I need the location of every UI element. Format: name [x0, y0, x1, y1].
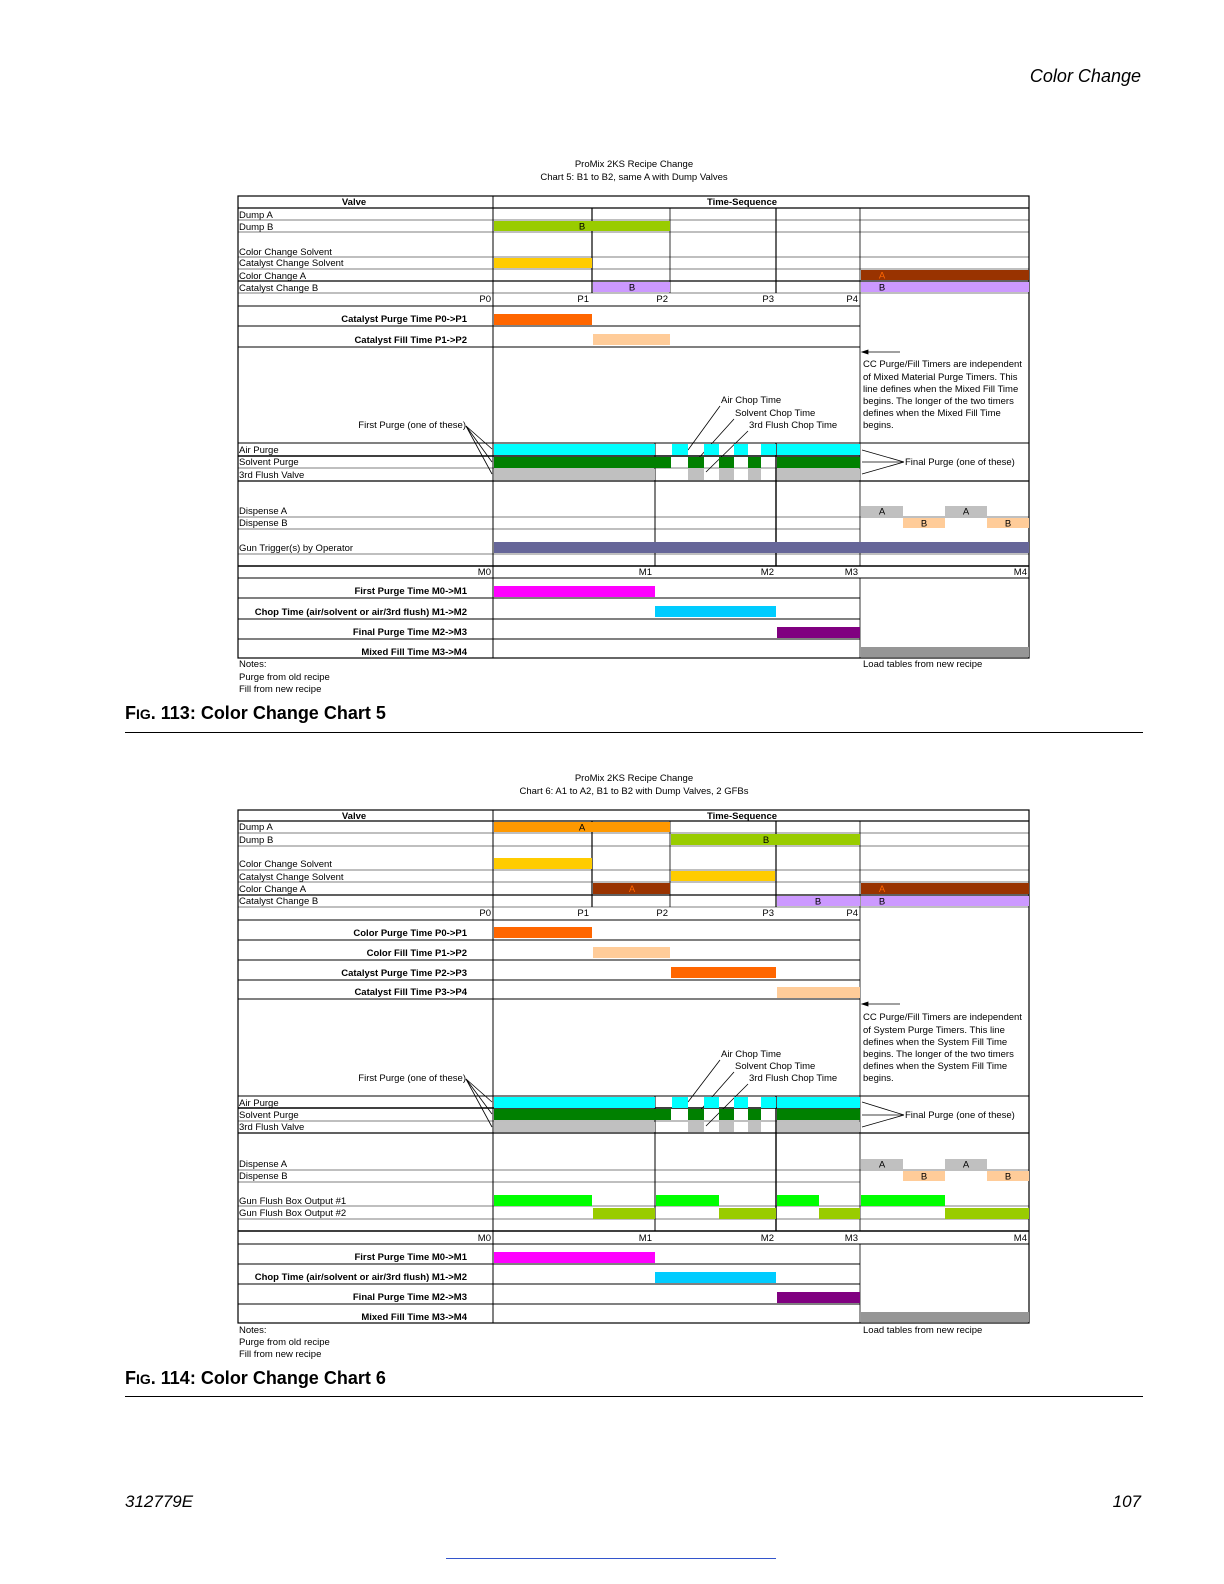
valve-column-header: Valve	[341, 811, 367, 822]
bar-label: B	[878, 896, 886, 908]
mtimer-bar	[777, 1292, 860, 1303]
timer-bar	[593, 947, 670, 958]
first-purge-label: First Purge (one of these)	[358, 420, 466, 431]
m-label: M3	[844, 1233, 858, 1244]
p-label: P2	[656, 908, 668, 919]
valve-column-header: Valve	[341, 197, 367, 208]
mtimer-label: Mixed Fill Time M3->M4	[361, 1312, 467, 1323]
bar-label: B	[1004, 518, 1012, 530]
p-label: P4	[846, 908, 858, 919]
valve-label: Color Change A	[239, 271, 307, 282]
gfb1-bar	[777, 1195, 819, 1206]
bar-label: B	[920, 518, 928, 530]
gfb2-bar	[945, 1208, 1029, 1219]
bar-label: A	[962, 506, 970, 518]
solvent-purge-bar	[688, 1109, 704, 1120]
air-purge-bar	[704, 1097, 719, 1108]
p-label: P4	[846, 294, 858, 305]
mtimer-label: Chop Time (air/solvent or air/3rd flush) M1->M2	[254, 1272, 467, 1283]
cc-note-line: begins. The longer of the two timers	[863, 1049, 1014, 1060]
timer-label: Color Fill Time P1->P2	[366, 948, 467, 959]
color-change-a-bar	[861, 883, 1029, 894]
gfb1-bar	[656, 1195, 719, 1206]
valve-label: Catalyst Change B	[239, 283, 319, 294]
time-sequence-header: Time-Sequence	[706, 197, 778, 208]
cc-note-line: CC Purge/Fill Timers are independent	[863, 1012, 1022, 1023]
cc-note-line: defines when the Mixed Fill Time	[863, 408, 1001, 419]
chop-label: 3rd Flush Chop Time	[749, 1073, 838, 1084]
third-flush-bar	[719, 1122, 734, 1132]
note-line: Purge from old recipe	[239, 1337, 330, 1348]
catalyst-change-b-bar	[861, 896, 1029, 906]
mtimer-bar	[494, 1252, 655, 1263]
timer-label: Catalyst Purge Time P2->P3	[341, 968, 467, 979]
valve-label: Dump B	[239, 835, 274, 846]
cc-note-line: begins.	[863, 1073, 894, 1084]
chop-label: Air Chop Time	[721, 1049, 782, 1060]
section-title: Color Change	[1029, 66, 1141, 86]
dispense-label: Dispense B	[239, 518, 288, 529]
mtimer-label: First Purge Time M0->M1	[354, 586, 467, 597]
figure-114-caption: FIG. 114: Color Change Chart 6	[125, 1368, 386, 1388]
m-label: M0	[477, 567, 491, 578]
gun-trigger-label: Gun Trigger(s) by Operator	[239, 543, 354, 554]
purge-valve-label: 3rd Flush Valve	[239, 470, 305, 481]
timer-label: Catalyst Purge Time P0->P1	[341, 314, 467, 325]
purge-valve-label: Solvent Purge	[239, 457, 299, 468]
gfb2-bar	[719, 1208, 776, 1219]
chop-label: 3rd Flush Chop Time	[749, 420, 838, 431]
chart6-title: ProMix 2KS Recipe Change	[574, 773, 694, 784]
valve-label: Catalyst Change B	[239, 896, 319, 907]
load-tables-note: Load tables from new recipe	[863, 1325, 983, 1336]
timer-bar	[777, 987, 860, 998]
valve-label: Color Change A	[239, 884, 307, 895]
air-purge-bar	[672, 1097, 688, 1108]
bar-label: B	[1004, 1171, 1012, 1183]
solvent-purge-bar	[777, 1109, 860, 1120]
final-purge-label: Final Purge (one of these)	[905, 1110, 1015, 1121]
p-label: P3	[762, 908, 774, 919]
gfb-label: Gun Flush Box Output #1	[239, 1196, 347, 1207]
bar-label: A	[878, 884, 886, 895]
air-purge-bar	[734, 1097, 748, 1108]
chart5-subtitle: Chart 5: B1 to B2, same A with Dump Valves	[540, 172, 728, 183]
valve-label: Dump A	[239, 210, 273, 221]
mtimer-bar	[655, 1272, 776, 1283]
chart5-title: ProMix 2KS Recipe Change	[574, 159, 694, 170]
bar-label: A	[962, 1159, 970, 1171]
bar-label: B	[578, 221, 586, 233]
mtimer-label: Final Purge Time M2->M3	[352, 627, 467, 638]
bar-label: B	[920, 1171, 928, 1183]
gfb-label: Gun Flush Box Output #2	[239, 1208, 347, 1219]
timer-label: Catalyst Fill Time P3->P4	[354, 987, 467, 998]
gfb2-bar	[819, 1208, 860, 1219]
p-label: P1	[577, 908, 589, 919]
bar-label: A	[878, 506, 886, 518]
bar-label: B	[762, 835, 770, 846]
purge-valve-label: Solvent Purge	[239, 1110, 299, 1121]
mtimer-label: Mixed Fill Time M3->M4	[361, 647, 467, 658]
bar-label: B	[878, 282, 886, 294]
bar-label: B	[628, 282, 636, 294]
p-label: P0	[479, 294, 491, 305]
solvent-purge-bar	[719, 1109, 734, 1120]
color-change-solvent-bar	[494, 858, 592, 869]
chop-label: Solvent Chop Time	[735, 1061, 816, 1072]
final-purge-label: Final Purge (one of these)	[905, 457, 1015, 468]
bar-label: A	[878, 270, 886, 282]
timer-label: Catalyst Fill Time P1->P2	[354, 335, 467, 346]
purge-valve-label: Air Purge	[239, 1098, 279, 1109]
cc-note-line: begins.	[863, 420, 894, 431]
cc-note-line: of System Purge Timers. This line	[863, 1025, 1005, 1036]
bar-label: A	[878, 1159, 886, 1171]
note-line: Notes:	[239, 659, 267, 670]
bar-label: A	[628, 884, 636, 895]
p-label: P3	[762, 294, 774, 305]
note-line: Fill from new recipe	[239, 684, 322, 695]
timer-label: Color Purge Time P0->P1	[353, 928, 467, 939]
caption-divider	[125, 1396, 1143, 1397]
third-flush-bar	[777, 1122, 860, 1132]
purge-valve-label: Air Purge	[239, 445, 279, 456]
p-label: P0	[479, 908, 491, 919]
note-line: Purge from old recipe	[239, 672, 330, 683]
cc-note-line: CC Purge/Fill Timers are independent	[863, 359, 1022, 370]
chop-label: Air Chop Time	[721, 395, 782, 406]
m-label: M4	[1013, 1233, 1027, 1244]
valve-label: Color Change Solvent	[239, 247, 332, 258]
solvent-purge-bar	[494, 1109, 671, 1120]
document-number: 312779E	[125, 1492, 194, 1511]
figure-113-caption: FIG. 113: Color Change Chart 5	[125, 703, 386, 723]
mtimer-label: Final Purge Time M2->M3	[352, 1292, 467, 1303]
mtimer-label: First Purge Time M0->M1	[354, 1252, 467, 1263]
air-purge-bar	[777, 1097, 860, 1108]
cc-note-line: begins. The longer of the two timers	[863, 396, 1014, 407]
p-label: P1	[577, 294, 589, 305]
bar-label: B	[814, 896, 822, 908]
gfb2-bar	[593, 1208, 655, 1219]
dispense-label: Dispense B	[239, 1171, 288, 1182]
gfb1-bar	[494, 1195, 592, 1206]
valve-label: Color Change Solvent	[239, 859, 332, 870]
page-number: 107	[1112, 1492, 1141, 1511]
m-label: M4	[1013, 567, 1027, 578]
p-label: P2	[656, 294, 668, 305]
valve-label: Dump B	[239, 222, 274, 233]
footer-link-line	[446, 1558, 776, 1559]
air-purge-bar	[494, 1097, 655, 1108]
valve-label: Catalyst Change Solvent	[239, 872, 344, 883]
load-tables-note: Load tables from new recipe	[863, 659, 983, 670]
chart6-subtitle: Chart 6: A1 to A2, B1 to B2 with Dump Valves, 2 GFBs	[519, 786, 749, 797]
third-flush-bar	[494, 1122, 655, 1132]
time-sequence-header: Time-Sequence	[706, 811, 778, 822]
valve-label: Catalyst Change Solvent	[239, 258, 344, 269]
m-label: M1	[638, 1233, 652, 1244]
timer-bar	[494, 927, 592, 938]
third-flush-bar	[748, 1122, 761, 1132]
m-label: M3	[844, 567, 858, 578]
first-purge-label: First Purge (one of these)	[358, 1073, 466, 1084]
dispense-label: Dispense A	[239, 506, 288, 517]
bar-label: A	[578, 822, 586, 834]
purge-valve-label: 3rd Flush Valve	[239, 1122, 305, 1133]
solvent-purge-bar	[748, 1109, 761, 1120]
dispense-label: Dispense A	[239, 1159, 288, 1170]
air-purge-bar	[761, 1097, 776, 1108]
note-line: Fill from new recipe	[239, 1349, 322, 1360]
cc-note-line: defines when the System Fill Time	[863, 1061, 1008, 1072]
m-label: M0	[477, 1233, 491, 1244]
note-line: Notes:	[239, 1325, 267, 1336]
third-flush-bar	[688, 1122, 704, 1132]
catalyst-change-solvent-bar	[671, 871, 775, 881]
valve-label: Dump A	[239, 822, 273, 833]
mtimer-bar	[861, 1312, 1029, 1322]
cc-note-line: defines when the System Fill Time	[863, 1037, 1008, 1048]
chop-label: Solvent Chop Time	[735, 408, 816, 419]
m-label: M2	[760, 567, 774, 578]
cc-note-line: line defines when the Mixed Fill Time	[863, 384, 1019, 395]
cc-note-line: of Mixed Material Purge Timers. This	[863, 372, 1018, 383]
m-label: M1	[638, 567, 652, 578]
mtimer-label: Chop Time (air/solvent or air/3rd flush) M1->M2	[254, 607, 467, 618]
gfb1-bar	[861, 1195, 945, 1206]
m-label: M2	[760, 1233, 774, 1244]
timer-bar	[671, 967, 776, 978]
